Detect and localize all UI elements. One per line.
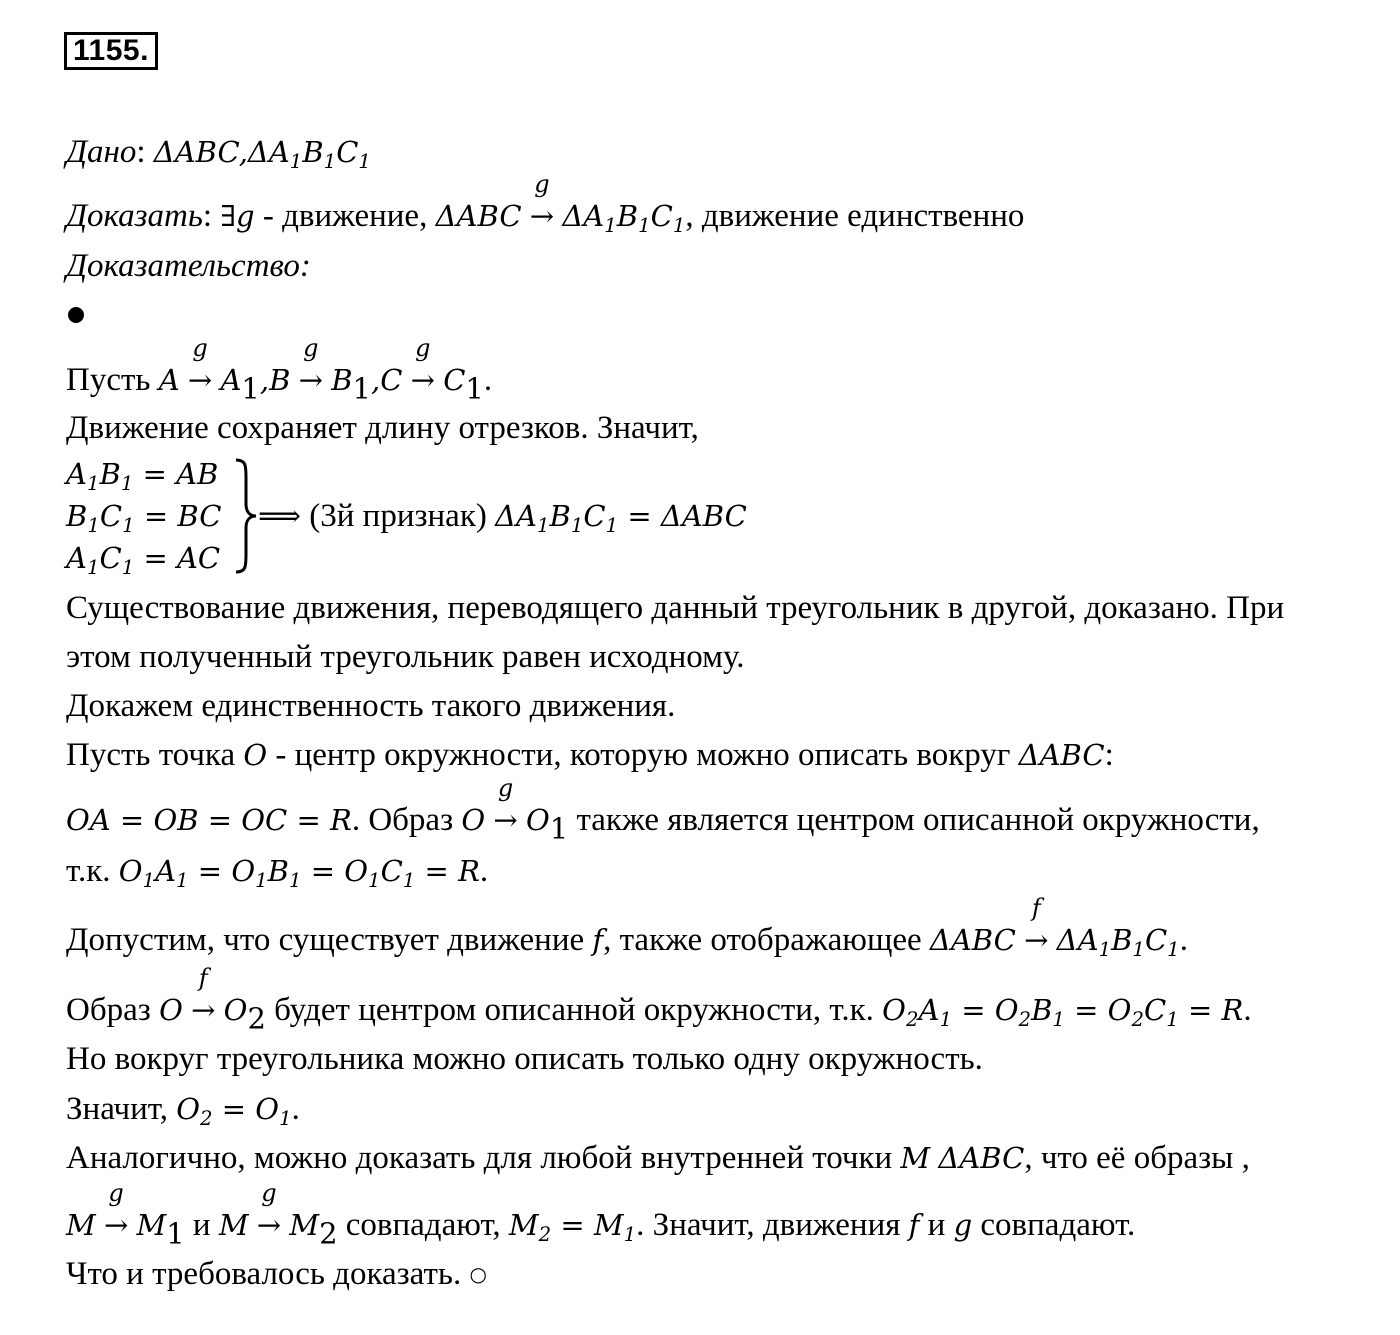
sub: 2 (1131, 1007, 1144, 1031)
given-sub: 1 (289, 149, 303, 173)
row2-rhs: = BC (134, 499, 222, 533)
coincide-text: совпадают, (337, 1207, 509, 1243)
radius-text: . Образ (351, 802, 462, 838)
a: A (155, 854, 177, 888)
point-m1: M (136, 1208, 167, 1242)
sub: 1 (176, 868, 189, 892)
row3-l2: C (99, 541, 122, 575)
triangle: ΔABC (938, 1141, 1025, 1175)
arrow-label: g (192, 334, 208, 362)
given-label: Дано (66, 134, 137, 170)
problem-number: 1155. (64, 32, 158, 70)
period: . (1243, 992, 1252, 1028)
point-o: O (159, 993, 183, 1027)
sub: 2 (905, 1007, 919, 1031)
qed-text: Что и требовалось доказать. (66, 1256, 470, 1292)
given-triangle-2-a: ΔA (247, 135, 290, 169)
c: C (380, 854, 403, 888)
center-line (66, 735, 1114, 775)
sub: 1 (86, 471, 100, 495)
sub: 1 (352, 371, 371, 406)
row3-l1: A (66, 541, 87, 575)
arrow-label: g (497, 774, 514, 802)
point-a: A (158, 363, 180, 397)
motion-f: f (592, 923, 604, 957)
colon: : (1104, 737, 1114, 773)
arrow-label: f (198, 964, 208, 992)
sub: 1 (255, 868, 268, 892)
sub: 2 (1018, 1007, 1032, 1031)
suppose-line (66, 894, 1188, 961)
system-row-2 (66, 498, 222, 537)
sub: 1 (86, 555, 100, 579)
point-o: O (243, 738, 268, 772)
point-m2: M (289, 1208, 320, 1242)
o: O (255, 1092, 280, 1126)
uniqueness-line: Докажем единственность такого движения. (66, 688, 676, 724)
sub: 2 (247, 1001, 266, 1036)
point-o: O (461, 803, 486, 837)
point-a1: A (220, 363, 242, 397)
row1-l2: B (99, 457, 121, 491)
o: O (344, 854, 369, 888)
existence-line-1: Существование движения, переводящего данный треугольник в другой, доказано. При (66, 590, 1285, 626)
comma: , (370, 363, 381, 397)
motion-f: f (908, 1208, 920, 1242)
sub: 1 (368, 868, 381, 892)
sub: 1 (672, 213, 686, 237)
center-text: Пусть точка (66, 737, 244, 773)
analog-text-2: , что её образы , (1024, 1140, 1250, 1176)
m: M (593, 1208, 624, 1242)
qed-line (66, 1254, 487, 1294)
motion-g: g (236, 199, 255, 233)
mapping-arrow (191, 964, 216, 1030)
existence-line-2: этом полученный треугольник равен исходному. (66, 639, 745, 675)
sub: 1 (1052, 1007, 1065, 1031)
sub: 1 (279, 1106, 292, 1130)
given-sub: 1 (323, 149, 337, 173)
sub: 2 (200, 1106, 213, 1130)
motion-line: Движение сохраняет длину отрезков. Значит, (66, 410, 699, 446)
arrow: → (529, 199, 555, 233)
period: . (291, 1091, 300, 1127)
arrow-label: g (534, 170, 550, 198)
mapping-arrow (529, 170, 555, 236)
sub: 1 (166, 1216, 185, 1251)
arrow: → (187, 363, 213, 397)
res-rhs: = ΔABC (618, 499, 747, 533)
comma: , (259, 363, 270, 397)
o: O (994, 993, 1019, 1027)
row1-rhs: = AB (133, 457, 219, 491)
equation-system (66, 456, 826, 579)
eq: = (212, 1092, 256, 1126)
suppose-text-2: , также отображающее (603, 922, 930, 958)
img-a: ΔA (1056, 923, 1099, 957)
mapping-arrow (298, 334, 323, 400)
arrow-label: g (261, 1179, 277, 1207)
sub: 1 (638, 213, 651, 237)
let-text: Пусть (66, 362, 159, 398)
arrow: → (256, 1208, 282, 1242)
and: и (919, 1207, 954, 1243)
b: B (1031, 993, 1053, 1027)
eq: = (1064, 993, 1108, 1027)
sub: 1 (570, 513, 584, 537)
r: R (1221, 993, 1244, 1027)
o: O (882, 993, 906, 1027)
row2-l1: B (66, 499, 88, 533)
arrow: → (493, 803, 518, 837)
motion-g: g (953, 1208, 973, 1242)
and: и (184, 1207, 219, 1243)
o: O (231, 854, 256, 888)
eq: = (188, 854, 232, 888)
point-o2: O (223, 993, 248, 1027)
sub: 1 (122, 513, 135, 537)
img-c: C (1144, 923, 1168, 957)
let-line (66, 334, 493, 406)
sub: 1 (121, 555, 135, 579)
sub: 1 (939, 1007, 952, 1031)
arrow: → (298, 363, 323, 397)
prove-line (66, 170, 1025, 237)
prove-text-2: , движение единственно (685, 198, 1025, 234)
img-b: B (1111, 923, 1133, 957)
so-text: Значит, (66, 1091, 177, 1127)
given-colon: : (136, 134, 146, 170)
analog-text: Аналогично, можно доказать для любой внутренней точки (66, 1140, 901, 1176)
triangle: ΔABC (929, 923, 1016, 957)
row1-l1: A (66, 457, 87, 491)
image-text: Образ (66, 992, 160, 1028)
sub: 1 (1098, 937, 1112, 961)
sub: 1 (288, 868, 302, 892)
arrow: → (410, 363, 435, 397)
mapping-arrow (1024, 894, 1049, 960)
qed-circle-icon: ○ (469, 1262, 487, 1286)
period: . (483, 362, 493, 398)
given-triangle-2-c: C (336, 135, 359, 169)
sub: 1 (549, 811, 569, 846)
given-line (66, 132, 371, 172)
eq: = (301, 854, 345, 888)
point-o1: O (525, 803, 550, 837)
system-conclusion (258, 498, 747, 535)
tk-text: т.к. (66, 853, 119, 889)
res-c: C (583, 499, 606, 533)
prove-triangle: ΔABC (435, 199, 522, 233)
sub: 1 (604, 213, 617, 237)
sub: 1 (623, 1222, 637, 1246)
mapping-arrow (103, 1179, 129, 1245)
analog-line (66, 1138, 1250, 1178)
point-m: M (218, 1208, 249, 1242)
one-circle-line: Но вокруг треугольника можно описать только одну окружность. (66, 1041, 983, 1077)
row2-l2: C (99, 499, 123, 533)
r: R (458, 854, 480, 888)
so-line (66, 1089, 300, 1129)
c: C (1144, 993, 1167, 1027)
sub: 1 (402, 868, 416, 892)
image-text-2: будет центром описанной окружности, т.к. (265, 992, 883, 1028)
mapping-arrow (493, 774, 518, 840)
bullet (68, 307, 84, 323)
arrow: → (103, 1208, 129, 1242)
radius-equation: OA = OB = OC = R (66, 803, 352, 837)
period: . (1179, 922, 1188, 958)
eq: = (551, 1208, 594, 1242)
row3-rhs: = AC (134, 541, 221, 575)
arrow: → (1024, 923, 1049, 957)
image-line (66, 964, 1252, 1036)
given-triangle-2-b: B (302, 135, 324, 169)
sub: 1 (142, 868, 156, 892)
arrow-label: f (1031, 894, 1041, 922)
eq: = (1178, 993, 1222, 1027)
b: B (267, 854, 289, 888)
suppose-text: Допустим, что существует движение (66, 922, 593, 958)
sub: 2 (538, 1222, 552, 1246)
arrow-label: g (415, 334, 431, 362)
prove-colon: : (202, 198, 213, 234)
arrow-label: g (303, 334, 319, 362)
given-sub: 1 (358, 149, 371, 173)
sub: 1 (465, 371, 484, 406)
sub: 1 (1166, 1007, 1179, 1031)
point-c1: C (443, 363, 466, 397)
sub: 1 (241, 371, 260, 406)
image-c: C (650, 199, 673, 233)
criterion-text: (3й признак) (301, 498, 496, 534)
point-b: B (269, 363, 291, 397)
system-row-3 (66, 540, 221, 579)
so-motions-text: . Значит, движения (636, 1207, 909, 1243)
point-m: M (66, 1208, 96, 1242)
m: M (508, 1208, 539, 1242)
prove-label: Доказать (66, 198, 203, 234)
triangle: ΔABC (1018, 738, 1105, 772)
mapping-arrow (410, 334, 435, 400)
a: A (918, 993, 940, 1027)
sub: 1 (605, 513, 619, 537)
sub: 2 (319, 1216, 338, 1251)
o: O (118, 854, 143, 888)
point-b1: B (331, 363, 353, 397)
arrow: → (191, 993, 216, 1027)
m-line (66, 1179, 1136, 1251)
implies-symbol: ⟹ (258, 499, 302, 534)
sub: 1 (1167, 937, 1180, 961)
eq: = (415, 854, 459, 888)
sub: 1 (537, 513, 550, 537)
mapping-arrow (187, 334, 213, 400)
sub: 1 (1132, 937, 1145, 961)
res-b: B (549, 499, 571, 533)
tk-line (66, 851, 488, 891)
arrow-label: g (108, 1179, 124, 1207)
image-a: ΔA (562, 199, 605, 233)
given-comma: , (238, 135, 248, 169)
point-c: C (380, 363, 403, 397)
sub: 1 (87, 513, 100, 537)
coincide-text-2: совпадают. (972, 1207, 1136, 1243)
exists-symbol: ∃ (220, 199, 236, 233)
o: O (176, 1092, 200, 1126)
res-a: ΔA (495, 499, 537, 533)
proof-label: Доказательство: (66, 248, 311, 284)
radius-line (66, 774, 1260, 846)
eq: = (951, 993, 995, 1027)
radius-text-2: также является центром описанной окружности, (568, 802, 1260, 838)
mapping-arrow (256, 1179, 282, 1245)
sub: 1 (120, 471, 134, 495)
o: O (1107, 993, 1132, 1027)
period: . (479, 853, 489, 889)
system-row-1 (66, 456, 219, 495)
image-b: B (616, 199, 639, 233)
given-triangle-1: ΔABC (153, 135, 239, 169)
center-text-2: - центр окружности, которую можно описать вокруг (267, 737, 1019, 773)
prove-text-1: - движение, (254, 198, 436, 234)
point-m: M (900, 1141, 931, 1175)
